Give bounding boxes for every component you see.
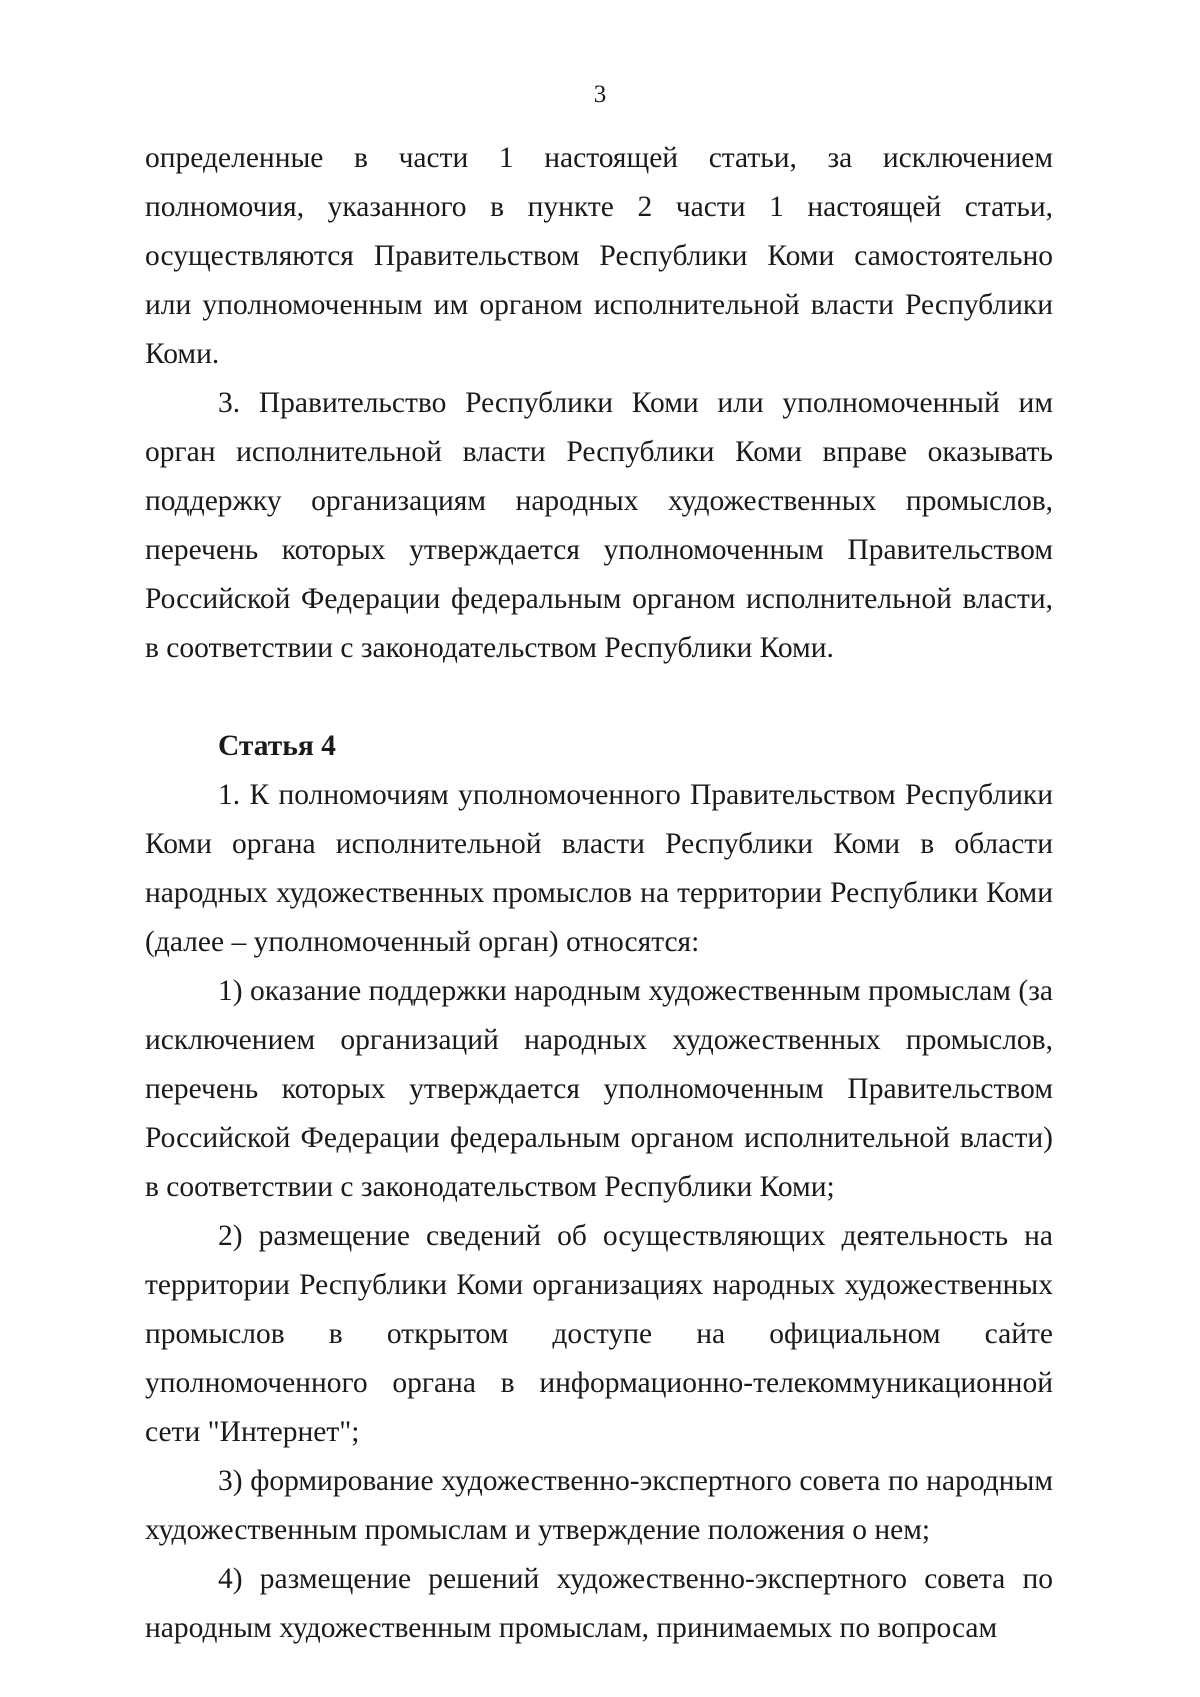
- document-body: [145, 134, 1053, 1653]
- paragraph-article-part-1: 1. К полномочиям уполномоченного Правительством Республики Коми органа исполнительной власти Республики Коми в области народных художественных промыслов на территории Республики Коми (далее – уполномоченный орган) относятся:: [145, 779, 1053, 958]
- paragraph-subitem-3: 3) формирование художественно-экспертного совета по народным художественным промыслам и утверждение положения о нем;: [145, 1465, 1053, 1546]
- paragraph-subitem-2: 2) размещение сведений об осуществляющих деятельность на территории Республики Коми организациях народных художественных промыслов в открытом доступе на официальном сайте уполномоченного органа в информационно-телекоммуникационной сети "Интернет";: [145, 1220, 1053, 1448]
- paragraph-subitem-1: 1) оказание поддержки народным художественным промыслам (за исключением организаций народных художественных промыслов, перечень которых утверждается уполномоченным Правительством Российской Федерации федеральным органом исполнительной власти) в соответствии с законодательством Республики Коми;: [145, 975, 1053, 1203]
- paragraph-subitem-4: 4) размещение решений художественно-экспертного совета по народным художественным промыслам, принимаемых по вопросам: [145, 1563, 1053, 1644]
- paragraph-item-3: 3. Правительство Республики Коми или уполномоченный им орган исполнительной власти Республики Коми вправе оказывать поддержку организациям народных художественных промыслов, перечень которых утверждается уполномоченным Правительством Российской Федерации федеральным органом исполнительной власти, в соответствии с законодательством Республики Коми.: [145, 387, 1053, 664]
- article-heading: Статья 4: [218, 730, 336, 762]
- paragraph-continuation: определенные в части 1 настоящей статьи, за исключением полномочия, указанного в пункте 2 части 1 настоящей статьи, осуществляются Правительством Республики Коми самостоятельно или уполномоченным им органом исполнительной власти Республики Коми.: [145, 142, 1053, 370]
- page-number: 3: [593, 81, 607, 108]
